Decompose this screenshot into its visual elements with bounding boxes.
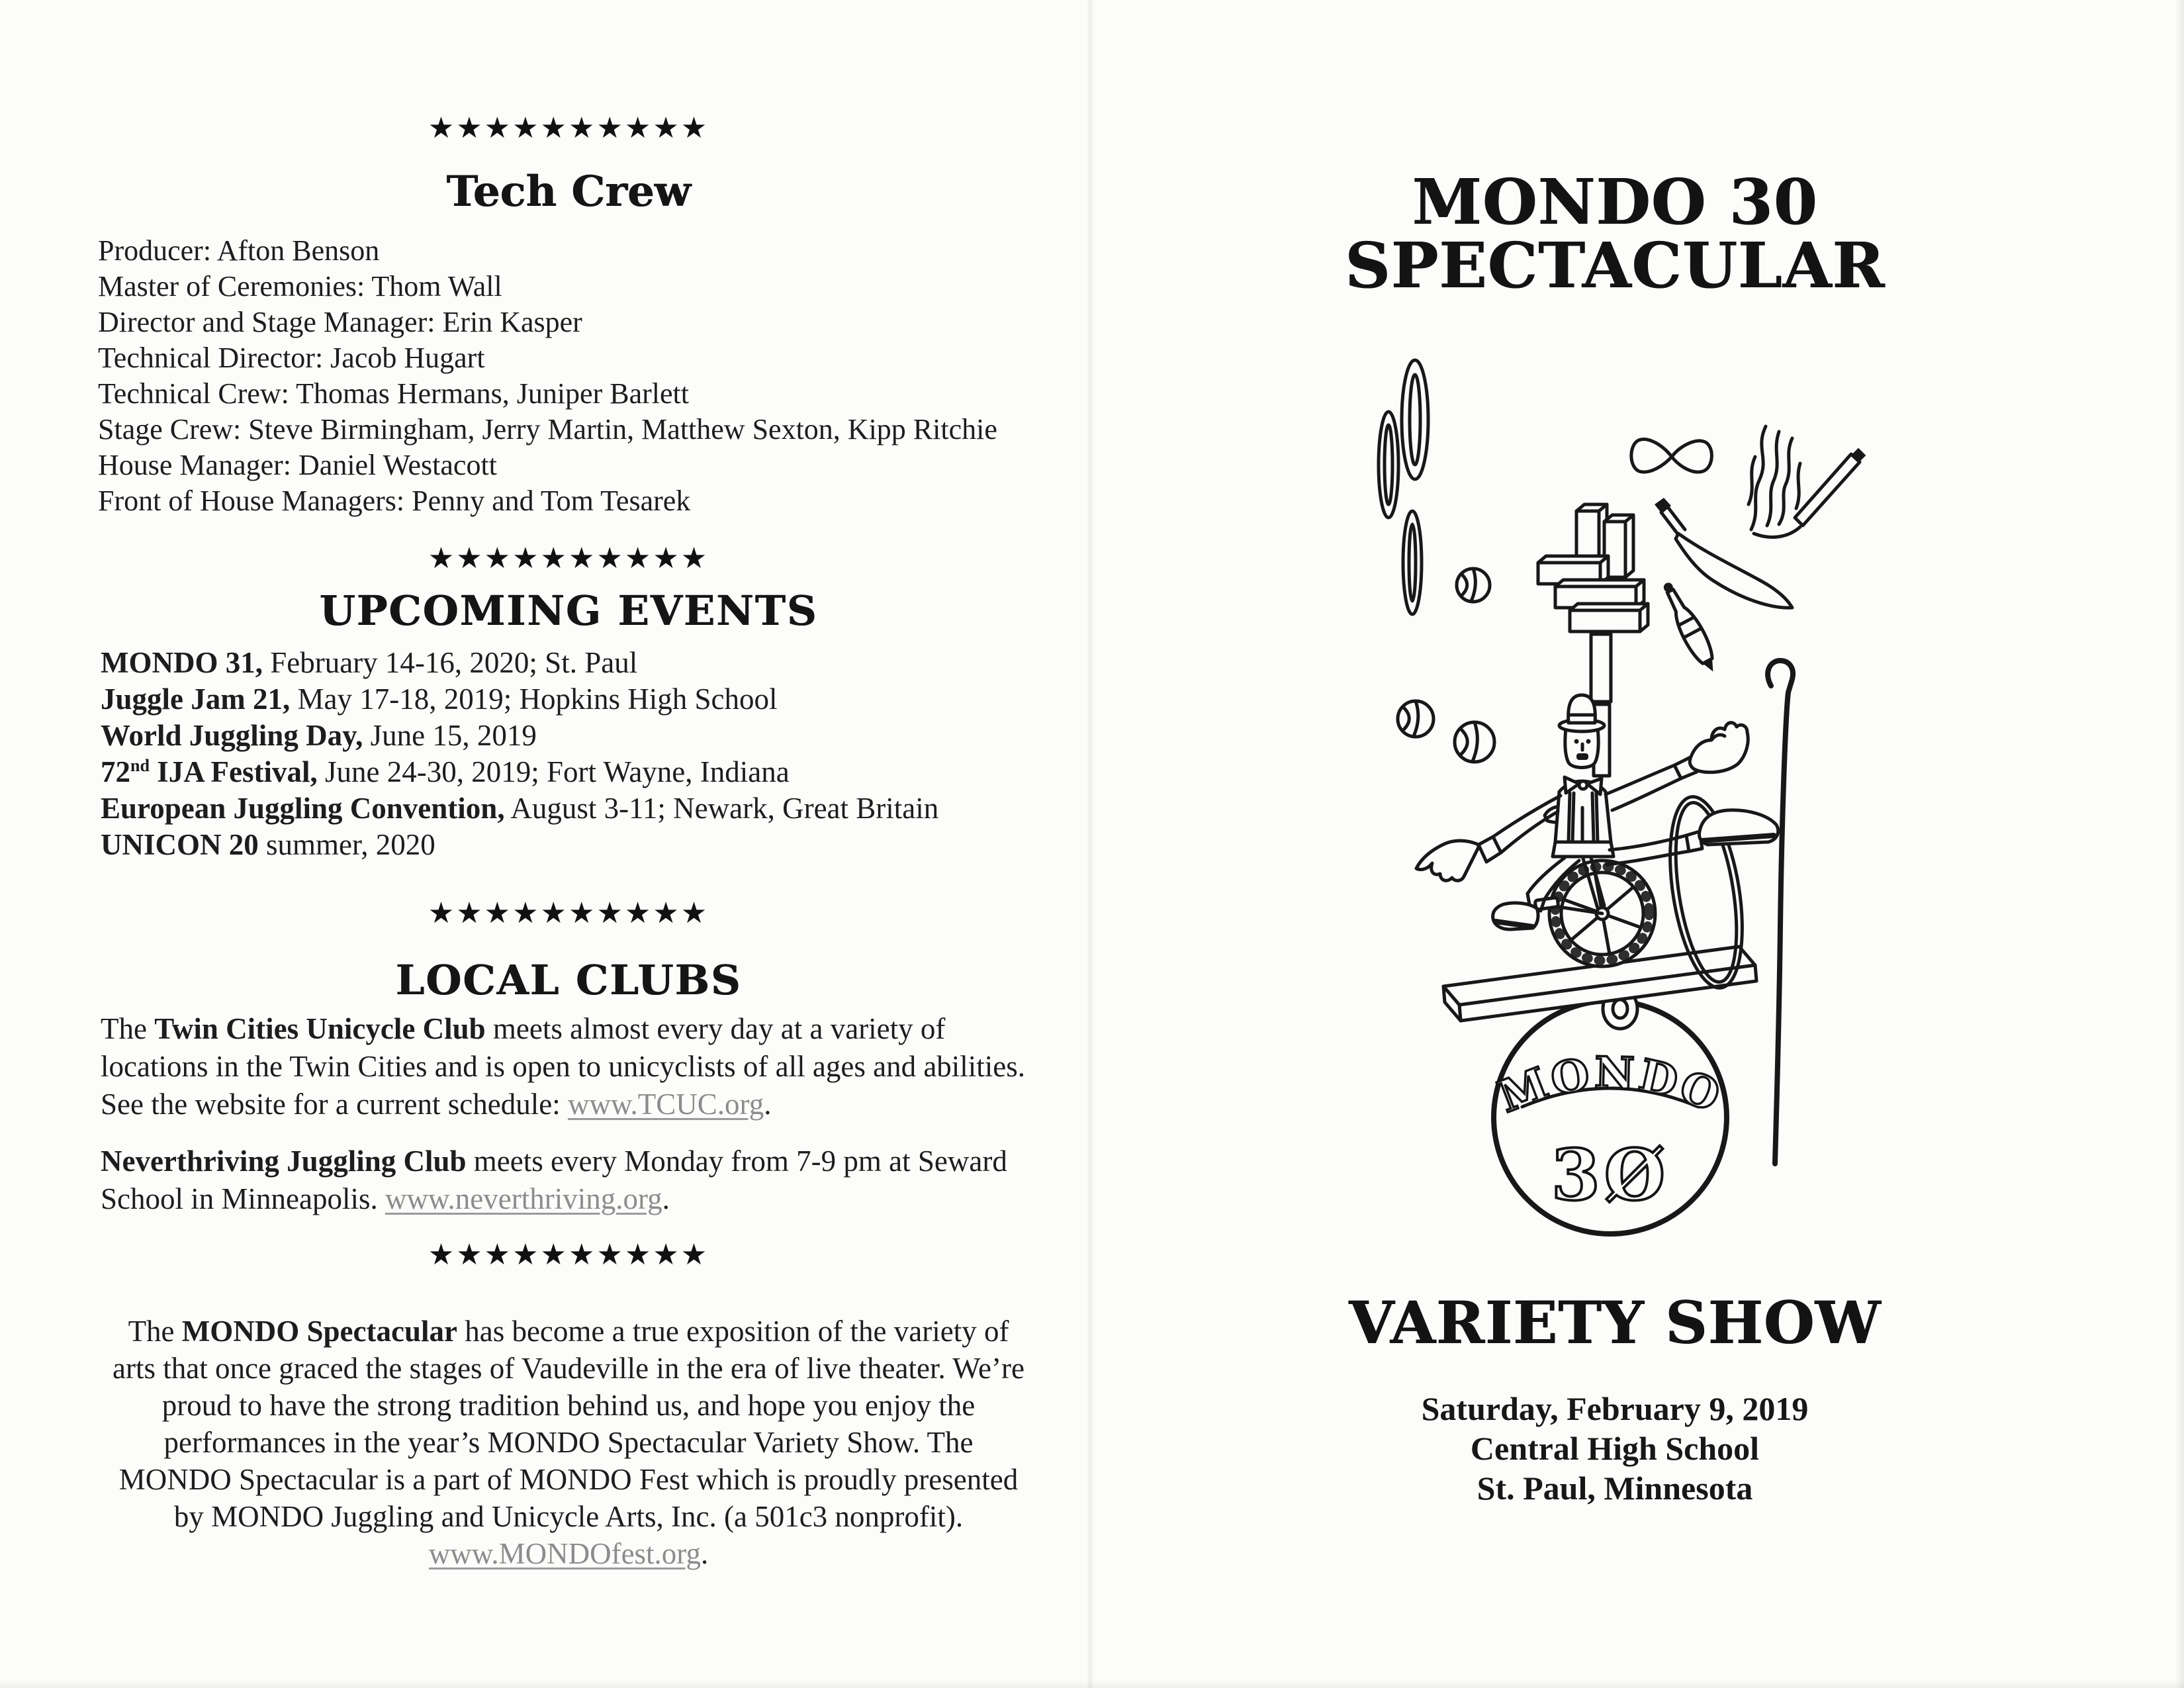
crew-line: House Manager: Daniel Westacott xyxy=(98,449,497,481)
star-divider: ★★★★★★★★★★ xyxy=(428,111,709,145)
event-venue: Central High School xyxy=(1470,1430,1760,1467)
event-item xyxy=(101,718,1040,754)
upcoming-events-heading: UPCOMING EVENTS xyxy=(319,586,818,635)
local-clubs-heading: LOCAL CLUBS xyxy=(395,956,742,1004)
event-info xyxy=(1310,1389,1919,1508)
event-item xyxy=(101,827,1040,863)
event-name: 72 xyxy=(101,755,130,788)
juggling-club-icon xyxy=(1657,579,1722,677)
crew-line: Technical Director: Jacob Hugart xyxy=(98,342,485,374)
event-item xyxy=(101,645,1040,681)
page-fold-crease xyxy=(1087,0,1096,1688)
tech-crew-heading: Tech Crew xyxy=(446,167,691,216)
event-details: summer, 2020 xyxy=(258,828,435,861)
club-name: Neverthriving Juggling Club xyxy=(101,1145,467,1178)
crew-line: Master of Ceremonies: Thom Wall xyxy=(98,270,502,303)
cane-icon xyxy=(1768,661,1793,1164)
mondo-ball-icon xyxy=(1492,989,1730,1234)
event-details: August 3-11; Newark, Great Britain xyxy=(504,792,939,825)
event-name: World Juggling Day, xyxy=(101,719,363,752)
ball-text-line1: MONDO xyxy=(1491,1047,1730,1123)
fire-torch-icon xyxy=(1749,426,1866,537)
event-name: Juggle Jam 21, xyxy=(101,682,291,716)
neverthriving-club-paragraph: Neverthriving Juggling Club meets every Monday from 7-9 pm at Seward School in Minneapolis. www.neverthriving.org. xyxy=(101,1145,1007,1215)
crew-line: Technical Crew: Thomas Hermans, Juniper Barlett xyxy=(98,377,689,410)
scan-edge-shadow xyxy=(0,1680,2184,1688)
event-item: 72nd IJA Festival, June 24-30, 2019; Fort Wayne, Indiana xyxy=(101,755,790,788)
event-name: UNICON 20 xyxy=(101,828,259,861)
event-name: European Juggling Convention, xyxy=(101,792,505,825)
event-details: February 14-16, 2020; St. Paul xyxy=(262,646,638,679)
event-details: June 15, 2019 xyxy=(363,719,537,752)
star-divider: ★★★★★★★★★★ xyxy=(428,1238,709,1272)
diabolo-icon xyxy=(1631,440,1711,473)
cover-title-line1: MONDO 30 xyxy=(1412,165,1818,239)
left-hand xyxy=(1416,841,1479,880)
twin-cities-unicycle-club-paragraph: The Twin Cities Unicycle Club meets almost every day at a variety of locations in the Twin Cities and is open to unicyclists of all ages and abilities. See the website for a current schedule: www.TCUC.org. xyxy=(101,1012,1026,1121)
juggling-rings-icon xyxy=(1379,360,1428,614)
cover-title xyxy=(1310,165,1919,303)
tcuc-url: www.TCUC.org xyxy=(567,1088,764,1121)
right-glove xyxy=(1690,723,1748,773)
event-location: St. Paul, Minnesota xyxy=(1477,1470,1753,1507)
mondofest-url: www.MONDOfest.org xyxy=(428,1537,701,1570)
star-divider: ★★★★★★★★★★ xyxy=(428,541,709,575)
about-mondo-paragraph: The MONDO Spectacular has become a true exposition of the variety of arts that once graced the stages of Vaudeville in the era of live theater. We’re proud to have the strong tradition behind us, and hope you enjoy the performances in the year’s MONDO Spectacular Variety Show. The MONDO Spectacular is a part of MONDO Fest which is proudly presented by MONDO Juggling and Unicycle Arts, Inc. (a 501c3 nonprofit). www.MONDOfest.org. xyxy=(113,1315,1024,1570)
event-name: MONDO 31, xyxy=(101,646,263,679)
club-name: Twin Cities Unicycle Club xyxy=(154,1012,486,1045)
crew-line: Producer: Afton Benson xyxy=(98,234,380,267)
event-item xyxy=(101,790,1040,827)
crew-line: Director and Stage Manager: Erin Kasper xyxy=(98,306,582,338)
juggler-unicycle-illustration xyxy=(1337,344,1866,1271)
crew-line: Front of House Managers: Penny and Tom Tesarek xyxy=(98,485,691,517)
crew-line: Stage Crew: Steve Birmingham, Jerry Martin, Matthew Sexton, Kipp Ritchie xyxy=(98,413,997,445)
event-item xyxy=(101,681,1040,718)
upcoming-events-list xyxy=(101,645,1040,863)
variety-show-title: VARIETY SHOW xyxy=(1348,1288,1882,1357)
event-details: May 17-18, 2019; Hopkins High School xyxy=(290,682,778,716)
ball-text-line2: 3Ø xyxy=(1551,1133,1670,1216)
event-details: June 24-30, 2019; Fort Wayne, Indiana xyxy=(317,755,790,788)
program-left-page xyxy=(97,0,1040,1688)
scan-edge-shadow xyxy=(2175,0,2184,1688)
star-divider: ★★★★★★★★★★ xyxy=(428,896,709,930)
neverthriving-url: www.neverthriving.org xyxy=(385,1182,662,1215)
cover-title-line2: SPECTACULAR xyxy=(1344,229,1886,303)
event-date: Saturday, February 9, 2019 xyxy=(1421,1390,1809,1427)
tech-crew-list xyxy=(98,233,1040,519)
